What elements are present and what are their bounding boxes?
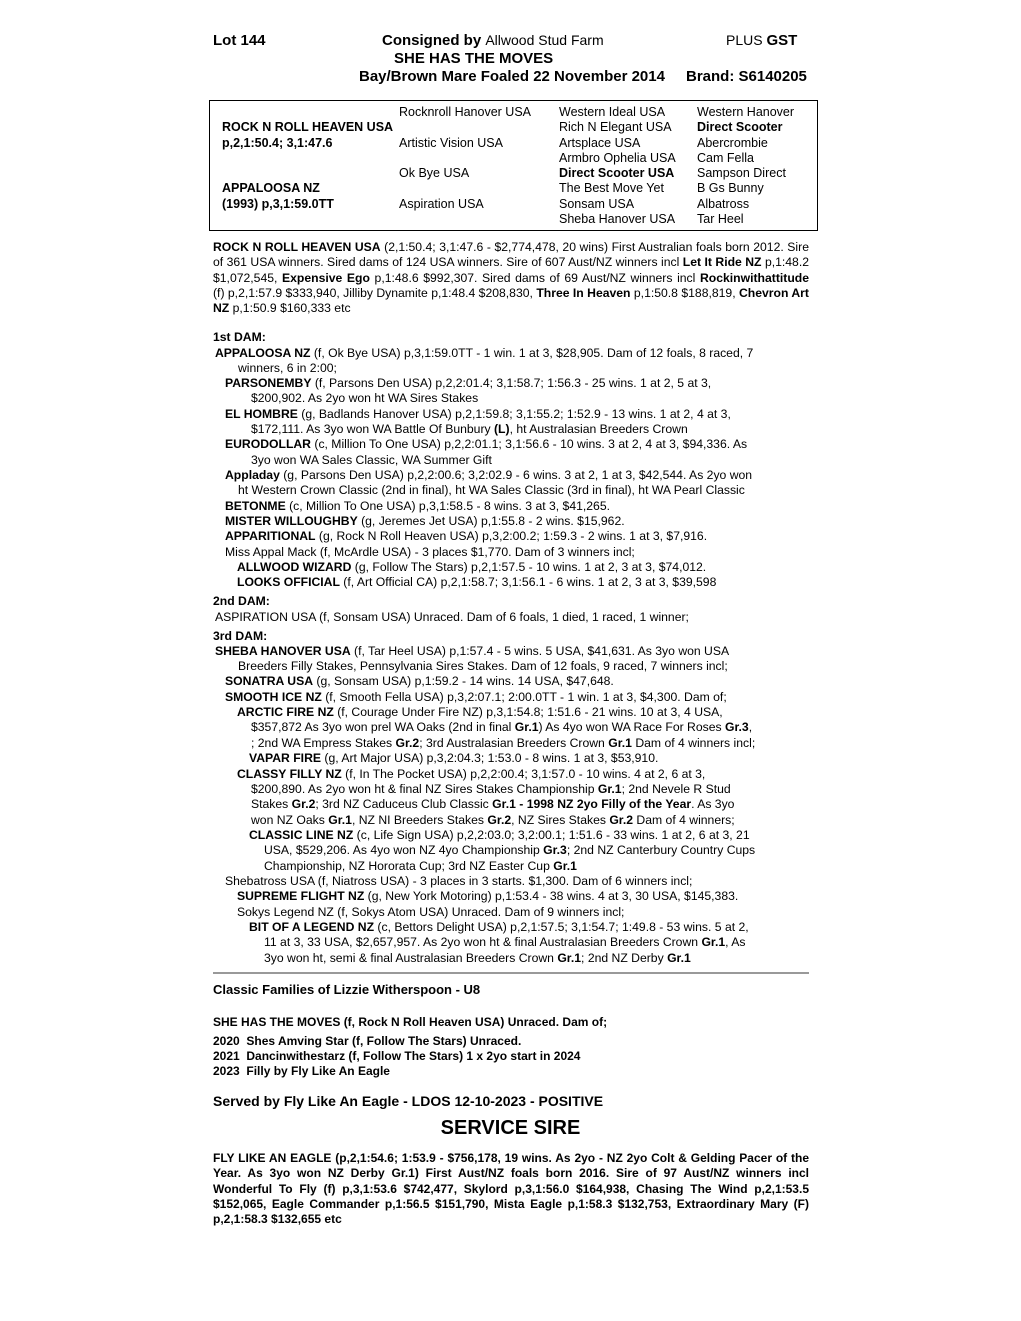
- pedigree-table: [209, 100, 818, 231]
- sire-progeny-4: Three In Heaven: [536, 285, 631, 300]
- classy-filly-text: (f, In The Pocket USA) p,2,2:00.4; 3,1:57.0 - 10 wins. 4 at 2, 6 at 3,: [341, 767, 706, 781]
- arctic-c2: ) As 4yo won WA Race For Roses: [538, 720, 725, 734]
- supreme-flight-text: (g, New York Motoring) p,1:53.4 - 38 wins. 4 at 3, 30 USA, $145,383.: [364, 889, 739, 903]
- horse-description: Bay/Brown Mare Foaled 22 November 2014: [359, 68, 665, 85]
- ped-gen4-5: Sampson Direct: [697, 166, 786, 180]
- classy-c4: ; 3rd NZ Caduceus Club Classic: [315, 797, 493, 811]
- ped-gen3-1: Western Ideal USA: [559, 105, 666, 119]
- sire-text-4: (f) p,2,1:57.9 $333,940, Jilliby Dynamite p,1:48.4 $208,830,: [213, 285, 537, 300]
- bit-of-a-legend-name: BIT OF A LEGEND NZ: [249, 920, 375, 934]
- classy-gr2b: Gr.2: [487, 813, 512, 827]
- progeny-bit-of-a-legend: [249, 920, 749, 935]
- classy-c6: won NZ Oaks: [251, 813, 329, 827]
- bit-of-a-legend-cont-1: [264, 935, 745, 950]
- apparitional-name: APPARITIONAL: [225, 529, 316, 543]
- supreme-flight-name: SUPREME FLIGHT NZ: [237, 889, 365, 903]
- bit-c2: , As: [725, 935, 746, 949]
- arctic-fire-name: ARCTIC FIRE NZ: [237, 705, 334, 719]
- classy-c3: Stakes: [251, 797, 292, 811]
- progeny-appladay: [225, 468, 752, 483]
- progeny-classic-line: [249, 828, 750, 843]
- progeny-allwood-wizard: [237, 560, 706, 575]
- apparitional-text: (g, Rock N Roll Heaven USA) p,3,2:00.2; 1:59.3 - 2 wins. 1 at 3, $7,916.: [315, 529, 708, 543]
- brand: Brand: S6140205: [686, 68, 807, 85]
- lot-number: Lot 144: [213, 32, 266, 49]
- bit-of-a-legend-cont-2: [264, 951, 691, 966]
- produce-item: [213, 1064, 390, 1079]
- ped-gen4-3: Abercrombie: [697, 136, 768, 150]
- section-divider: [213, 972, 809, 974]
- sire-name: ROCK N ROLL HEAVEN USA: [213, 240, 381, 254]
- mister-willoughby-name: MISTER WILLOUGHBY: [225, 514, 358, 528]
- parsonemby-name: PARSONEMBY: [225, 376, 312, 390]
- progeny-classy-filly: [237, 767, 705, 782]
- ped-gen4-1: Western Hanover: [697, 105, 795, 119]
- looks-official-name: LOOKS OFFICIAL: [237, 575, 340, 589]
- classic-line-text: (c, Life Sign USA) p,2,2:03.0; 3,2:00.1; 1:51.6 - 33 wins. 1 at 2, 6 at 3, 21: [353, 828, 750, 842]
- sire-progeny-1: Let It Ride NZ: [682, 255, 762, 270]
- sonatra-name: SONATRA USA: [225, 674, 314, 688]
- bit-of-a-legend-text: (c, Bettors Delight USA) p,2,1:57.5; 3,1:54.7; 1:49.8 - 53 wins. 5 at 2,: [374, 920, 749, 934]
- produce-year: 2020: [213, 1034, 240, 1048]
- sire-progeny-3: Rockinwithattitude: [699, 270, 809, 285]
- sire-progeny-2: Expensive Ego: [282, 270, 370, 285]
- progeny-apparitional: [225, 529, 707, 544]
- dam1-heading: 1st DAM:: [213, 330, 266, 344]
- parsonemby-text: (f, Parsons Den USA) p,2,2:01.4; 3,1:58.7; 1:56.3 - 25 wins. 1 at 2, 5 at 3,: [311, 376, 712, 390]
- ped-gen3-8: Sheba Hanover USA: [559, 212, 676, 226]
- bit-gr1c: Gr.1: [667, 951, 691, 965]
- appladay-text: (g, Parsons Den USA) p,2,2:00.6; 3,2:02.9 - 6 wins. 3 at 2, 1 at 3, $42,544. As 2yo won: [279, 468, 753, 482]
- sire-text-6: p,1:50.9 $160,333 etc: [229, 301, 351, 316]
- produce-header: SHE HAS THE MOVES (f, Rock N Roll Heaven USA) Unraced. Dam of;: [213, 1015, 608, 1029]
- classic-line-cont-2: [264, 859, 577, 874]
- produce-text: Dancinwithestarz (f, Follow The Stars) 1 x 2yo start in 2024: [246, 1049, 581, 1063]
- classic-c1: USA, $529,206. As 4yo won NZ 4yo Championship: [264, 843, 544, 857]
- sheba-cont: Breeders Filly Stakes, Pennsylvania Sires Stakes. Dam of 12 foals, 9 raced, 7 winners incl;: [238, 659, 728, 673]
- classy-c1: $200,890. As 2yo won ht & final NZ Sires Stakes Championship: [251, 782, 598, 796]
- ped-gen3-5: Direct Scooter USA: [559, 166, 675, 180]
- family-line: Classic Families of Lizzie Witherspoon - U8: [213, 982, 481, 997]
- arctic-c6: Dam of 4 winners incl;: [631, 736, 756, 750]
- arctic-c4: ; 2nd WA Empress Stakes: [251, 736, 396, 750]
- sheba-text: (f, Tar Heel USA) p,1:57.4 - 5 wins. 5 USA, $41,631. As 3yo won USA: [350, 644, 730, 658]
- classy-gr1a: Gr.1: [597, 782, 622, 796]
- plus-gst: [726, 32, 797, 49]
- progeny-miss-appal-mack: Miss Appal Mack (f, McArdle USA) - 3 places $1,770. Dam of 3 winners incl;: [225, 545, 635, 559]
- ped-gen2-1: Rocknroll Hanover USA: [399, 105, 531, 119]
- ped-dam: APPALOOSA NZ: [222, 181, 320, 195]
- looks-official-text: (f, Art Official CA) p,2,1:58.7; 3,1:56.1 - 6 wins. 1 at 2, 3 at 3, $39,598: [339, 575, 717, 589]
- allwood-wizard-text: (g, Follow The Stars) p,2,1:57.5 - 10 wins. 1 at 2, 3 at 3, $74,012.: [351, 560, 707, 574]
- dam1-text: (f, Ok Bye USA) p,3,1:59.0TT - 1 win. 1 at 3, $28,905. Dam of 12 foals, 8 raced, 7: [310, 346, 754, 360]
- ped-gen4-6: B Gs Bunny: [697, 181, 764, 195]
- classic-c2: ; 2nd NZ Canterbury Country Cups: [566, 843, 756, 857]
- produce-text: Shes Amving Star (f, Follow The Stars) Unraced.: [246, 1034, 522, 1048]
- smooth-ice-text: (f, Smooth Fella USA) p,3,2:07.1; 2:00.0TT - 1 win. 1 at 3, $4,300. Dam of;: [321, 690, 727, 704]
- sire-text-1: (2,1:50.4; 3,1:47.6 - $2,774,478, 20 wins) First Australian foals born 2012. Sire of 361 USA winners. Sired dams of 124 USA winners. Sire of 607 Aust/NZ winners incl: [213, 240, 809, 270]
- ped-sire: ROCK N ROLL HEAVEN USA: [222, 120, 394, 134]
- elhombre-listed: (L): [494, 422, 510, 436]
- horse-name: SHE HAS THE MOVES: [394, 50, 554, 67]
- bit-c3: 3yo won ht, semi & final Australasian Breeders Crown: [264, 951, 558, 965]
- bit-gr1a: Gr.1: [701, 935, 726, 949]
- served-line: Served by Fly Like An Eagle - LDOS 12-10-2023 - POSITIVE: [213, 1093, 604, 1109]
- ped-gen4-4: Cam Fella: [697, 151, 754, 165]
- progeny-mister-willoughby: [225, 514, 625, 529]
- arctic-gr1: Gr.1: [514, 720, 539, 734]
- classy-c5: . As 3yo: [691, 797, 735, 811]
- elhombre-text: (g, Badlands Hanover USA) p,2,1:59.8; 3,1:55.2; 1:52.9 - 13 wins. 1 at 2, 4 at 3,: [297, 407, 731, 421]
- ped-dam-record: (1993) p,3,1:59.0TT: [222, 197, 334, 211]
- allwood-wizard-name: ALLWOOD WIZARD: [237, 560, 352, 574]
- sonatra-text: (g, Sonsam USA) p,1:59.2 - 14 wins. 14 USA, $47,648.: [313, 674, 614, 688]
- appladay-name: Appladay: [225, 468, 280, 482]
- classic-gr1: Gr.1: [553, 859, 577, 873]
- sire-text-2: p,1:48.2 $1,072,545,: [213, 255, 809, 285]
- ped-gen4-7: Albatross: [697, 197, 750, 211]
- progeny-parsonemby: [225, 376, 711, 391]
- ped-gen2-2: Artistic Vision USA: [399, 136, 503, 150]
- progeny-elhombre: [225, 407, 731, 422]
- progeny-supreme-flight: [237, 889, 738, 904]
- progeny-sonatra: [225, 674, 614, 689]
- dam3-entry: [215, 644, 729, 659]
- classy-filly-cont-3: [251, 813, 735, 828]
- progeny-looks-official: [237, 575, 716, 590]
- classy-gr2a: Gr.2: [291, 797, 316, 811]
- classy-filly-cont-2: [251, 797, 734, 812]
- bit-gr1b: Gr.1: [557, 951, 582, 965]
- classy-c2: ; 2nd Nevele R Stud: [621, 782, 731, 796]
- dam1-cont: winners, 6 in 2:00;: [238, 361, 337, 375]
- bit-c4: ; 2nd NZ Derby: [581, 951, 668, 965]
- betonme-name: BETONME: [225, 499, 286, 513]
- arctic-c1: $357,872 As 3yo won prel WA Oaks (2nd in final: [251, 720, 515, 734]
- classy-c7: , NZ NI Breeders Stakes: [351, 813, 488, 827]
- consigned-prefix: Consigned by: [382, 32, 482, 49]
- classic-line-cont-1: [264, 843, 755, 858]
- ped-gen3-4: Armbro Ophelia USA: [559, 151, 676, 165]
- ped-gen3-6: The Best Move Yet: [559, 181, 664, 195]
- classy-gr2c: Gr.2: [609, 813, 634, 827]
- arctic-c5: ; 3rd Australasian Breeders Crown: [419, 736, 609, 750]
- ped-gen3-2: Rich N Elegant USA: [559, 120, 672, 134]
- bit-c1: 11 at 3, 33 USA, $2,657,957. As 2yo won ht & final Australasian Breeders Crown: [264, 935, 702, 949]
- classy-gr1b: Gr.1: [328, 813, 352, 827]
- progeny-eurodollar: [225, 437, 747, 452]
- classic-c3: Championship, NZ Hororata Cup; 3rd NZ Easter Cup: [264, 859, 554, 873]
- ped-gen4-2: Direct Scooter: [697, 120, 783, 134]
- dam1-name: APPALOOSA NZ: [215, 346, 311, 360]
- sire-text-5: p,1:50.8 $188,819,: [630, 285, 739, 300]
- progeny-shebatross: Shebatross USA (f, Niatross USA) - 3 places in 3 starts. $1,300. Dam of 6 winners incl;: [225, 874, 693, 888]
- produce-year: 2021: [213, 1049, 240, 1063]
- produce-item: [213, 1049, 580, 1064]
- service-sire-heading: SERVICE SIRE: [440, 1117, 581, 1139]
- service-sire-text: FLY LIKE AN EAGLE (p,2,1:54.6; 1:53.9 - $756,178, 19 wins. As 2yo - NZ 2yo Colt & Gelding Pacer of the Year. As 3yo won NZ Derby Gr.1) First Aust/NZ foals born 2016. Sire of 97 Aust/NZ winners incl Wonderful To Fly (f) p,3,1:53.6 $742,477, Skylord p,3,1:56.0 $164,938, Chasing The Wind p,2,1:53.5 $152,065, Eagle Commander p,1:56.5 $151,790, Mista Eagle p,1:58.3 $132,753, Extraordinary Mary (F) p,2,1:58.3 $132,655 etc: [213, 1151, 809, 1227]
- dam2-text: ASPIRATION USA (f, Sonsam USA) Unraced. Dam of 6 foals, 1 died, 1 raced, 1 winner;: [215, 610, 689, 624]
- consigned-line: [382, 32, 604, 49]
- classy-filly-award: Gr.1 - 1998 NZ 2yo Filly of the Year: [492, 797, 692, 811]
- classy-c9: Dam of 4 winners;: [633, 813, 735, 827]
- progeny-vapar-fire: [249, 751, 658, 766]
- mister-willoughby-text: (g, Jeremes Jet USA) p,1:55.8 - 2 wins. $15,962.: [357, 514, 625, 528]
- eurodollar-text: (c, Million To One USA) p,2,2:01.1; 3,1:56.6 - 10 wins. 3 at 2, 4 at 3, $94,336. As: [311, 437, 748, 451]
- classy-filly-name: CLASSY FILLY NZ: [237, 767, 342, 781]
- dam2-heading: 2nd DAM:: [213, 594, 270, 608]
- appladay-cont: ht Western Crown Classic (2nd in final), ht WA Sales Classic (3rd in final), ht WA Pearl Classic: [238, 483, 745, 497]
- ped-sire-record: p,2,1:50.4; 3,1:47.6: [222, 136, 333, 150]
- progeny-smooth-ice: [225, 690, 727, 705]
- arctic-gr3: Gr.3: [724, 720, 749, 734]
- eurodollar-name: EURODOLLAR: [225, 437, 311, 451]
- arctic-c3: ,: [748, 720, 753, 734]
- ped-gen2-3: Ok Bye USA: [399, 166, 470, 180]
- ped-gen3-3: Artsplace USA: [559, 136, 641, 150]
- ped-gen4-8: Tar Heel: [697, 212, 744, 226]
- elhombre-cont: [251, 422, 688, 437]
- produce-year: 2023: [213, 1064, 240, 1078]
- vapar-fire-text: (g, Art Major USA) p,3,2:04.3; 1:53.0 - 8 wins. 1 at 3, $53,910.: [321, 751, 659, 765]
- classic-line-name: CLASSIC LINE NZ: [249, 828, 354, 842]
- betonme-text: (c, Million To One USA) p,3,1:58.5 - 8 wins. 3 at 3, $41,265.: [285, 499, 610, 513]
- ped-gen3-7: Sonsam USA: [559, 197, 635, 211]
- gst-label: GST: [766, 32, 798, 49]
- elhombre-name: EL HOMBRE: [225, 407, 298, 421]
- ped-gen2-4: Aspiration USA: [399, 197, 484, 211]
- elhombre-cont-2: , ht Australasian Breeders Crown: [509, 422, 688, 436]
- plus-label: PLUS: [726, 32, 763, 48]
- classic-gr3: Gr.3: [543, 843, 567, 857]
- arctic-fire-cont-2: [251, 736, 755, 751]
- smooth-ice-name: SMOOTH ICE NZ: [225, 690, 322, 704]
- classy-c8: , NZ Sires Stakes: [511, 813, 610, 827]
- progeny-sokys-legend: Sokys Legend NZ (f, Sokys Atom USA) Unraced. Dam of 9 winners incl;: [237, 905, 625, 919]
- arctic-gr1b: Gr.1: [608, 736, 632, 750]
- progeny-arctic-fire: [237, 705, 723, 720]
- progeny-betonme: [225, 499, 610, 514]
- arctic-gr2: Gr.2: [395, 736, 420, 750]
- arctic-fire-cont-1: [251, 720, 752, 735]
- dam3-heading: 3rd DAM:: [213, 629, 268, 643]
- arctic-fire-text: (f, Courage Under Fire NZ) p,3,1:54.8; 1:51.6 - 21 wins. 10 at 3, 4 USA,: [333, 705, 723, 719]
- eurodollar-cont: 3yo won WA Sales Classic, WA Summer Gift: [251, 453, 492, 467]
- sire-paragraph: [213, 240, 809, 316]
- sire-text-3: p,1:48.6 $992,307. Sired dams of 69 Aust/NZ winners incl: [369, 270, 700, 285]
- vapar-fire-name: VAPAR FIRE: [249, 751, 321, 765]
- parsonemby-cont: $200,902. As 2yo won ht WA Sires Stakes: [251, 391, 479, 405]
- produce-text: Filly by Fly Like An Eagle: [246, 1064, 390, 1078]
- sire-progeny-5: Chevron Art NZ: [213, 285, 809, 316]
- classy-filly-cont-1: [251, 782, 731, 797]
- consignor: Allwood Stud Farm: [485, 32, 604, 48]
- dam1-entry: [215, 346, 753, 361]
- sheba-name: SHEBA HANOVER USA: [215, 644, 351, 658]
- produce-item: [213, 1034, 521, 1049]
- elhombre-cont-1: $172,111. As 3yo won WA Battle Of Bunbury: [251, 422, 494, 436]
